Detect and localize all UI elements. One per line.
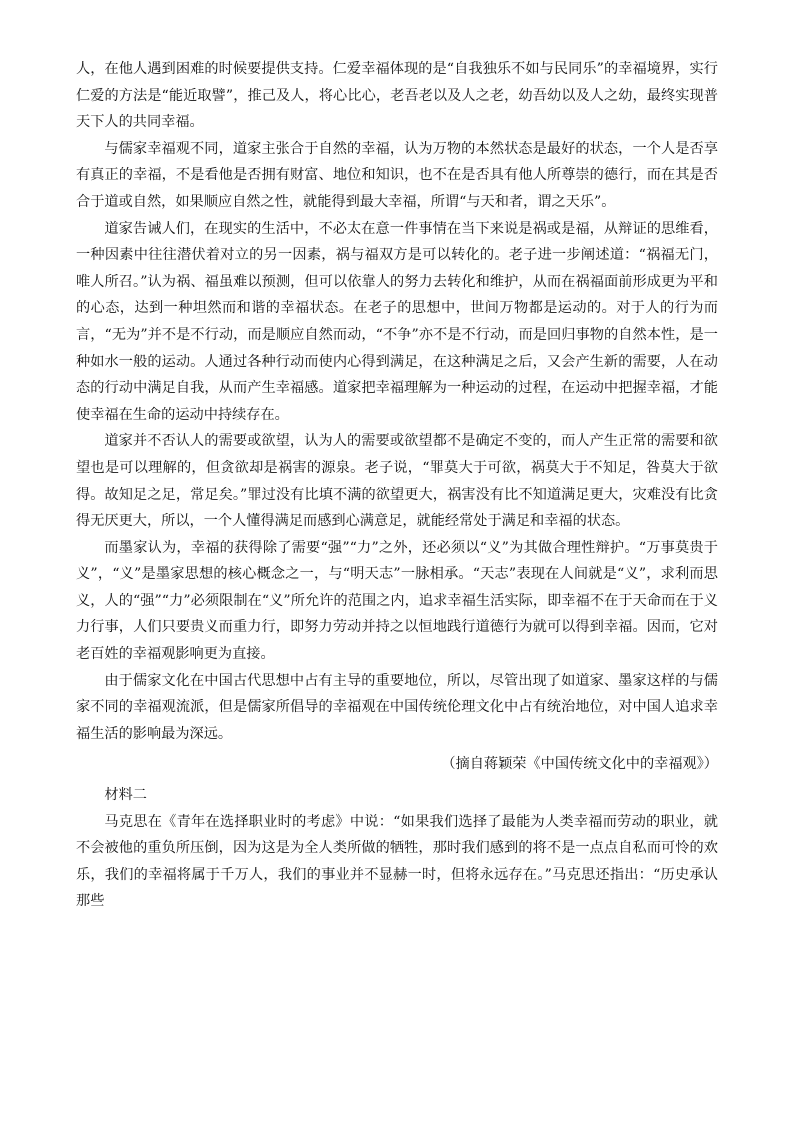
document-page [76,56,718,915]
paragraph-continuation: 人，在他人遇到困难的时候要提供支持。仁爱幸福体现的是“自我独乐不如与民同乐”的幸福境界，实行仁爱的方法是“能近取譬”，推己及人，将心比心，老吾老以及人之老，幼吾幼以及人之幼，最终实现普天下人的共同幸福。 [76,61,718,131]
material-two-heading: 材料二 [104,787,147,804]
paragraph-daoist-desire: 道家并不否认人的需要或欲望，认为人的需要或欲望都不是确定不变的，而人产生正常的需要和欲望也是可以理解的，但贪欲却是祸害的源泉。老子说，“罪莫大于可欲，祸莫大于不知足，咎莫大于欲得。故知足之足，常足矣。”罪过没有比填不满的欲望更大，祸害没有比不知道满足更大，灾难没有比贪得无厌更大，所以，一个人懂得满足而感到心满意足，就能经常处于满足和幸福的状态。 [76,433,718,530]
paragraph-confucian-dominance: 由于儒家文化在中国古代思想中占有主导的重要地位，所以，尽管出现了如道家、墨家这样的与儒家不同的幸福观流派，但是儒家所倡导的幸福观在中国传统伦理文化中占有统治地位，对中国人追求幸福生活的影响最为深远。 [76,672,718,742]
paragraph-mohist-view: 而墨家认为，幸福的获得除了需要“强”“力”之外，还必须以“义”为其做合理性辩护。“万事莫贵于义”，“义”是墨家思想的核心概念之一，与“明天志”一脉相承。“天志”表现在人间就是“义”，求利而思义，人的“强”“力”必须限制在“义”所允许的范围之内，追求幸福生活实际，即幸福不在于天命而在于义力行事，人们只要贵义而重力行，即努力劳动并持之以恒地践行道德行为就可以得到幸福。因而，它对老百姓的幸福观影响更为直接。 [76,539,718,663]
source-citation: （摘自蒋颖荣《中国传统文化中的幸福观》） [441,756,718,773]
paragraph-marx-quote: 马克思在《青年在选择职业时的考虑》中说：“如果我们选择了最能为人类幸福而劳动的职业，就不会被他的重负所压倒，因为这是为全人类所做的牺牲，那时我们感到的将不是一点点自私而可怜的欢乐，我们的幸福将属于千万人，我们的事业并不显赫一时，但将永远存在。”马克思还指出：“历史承认那些 [76,813,718,910]
paragraph-daoist-natural-happiness: 与儒家幸福观不同，道家主张合于自然的幸福，认为万物的本然状态是最好的状态，一个人是否享有真正的幸福，不是看他是否拥有财富、地位和知识，也不在是否具有他人所尊崇的德行，而在其是否合于道或自然，如果顺应自然之性，就能得到最大幸福，所谓“与天和者，谓之天乐”。 [76,140,718,210]
paragraph-daoist-dialectics: 道家告诫人们，在现实的生活中，不必太在意一件事情在当下来说是祸或是福，从辩证的思维看，一种因素中往往潜伏着对立的另一因素，祸与福双方是可以转化的。老子进一步阐述道：“祸福无门，唯人所召。”认为祸、福虽难以预测，但可以依靠人的努力去转化和维护，从而在祸福面前形成更为平和的心态，达到一种坦然而和谐的幸福状态。在老子的思想中，世间万物都是运动的。对于人的行为而言，“无为”并不是不行动，而是顺应自然而动，“不争”亦不是不行动，而是回归事物的自然本性，是一种如水一般的运动。人通过各种行动而使内心得到满足，在这种满足之后，又会产生新的需要，人在动态的行动中满足自我，从而产生幸福感。道家把幸福理解为一种运动的过程，在运动中把握幸福，才能使幸福在生命的运动中持续存在。 [76,220,718,423]
